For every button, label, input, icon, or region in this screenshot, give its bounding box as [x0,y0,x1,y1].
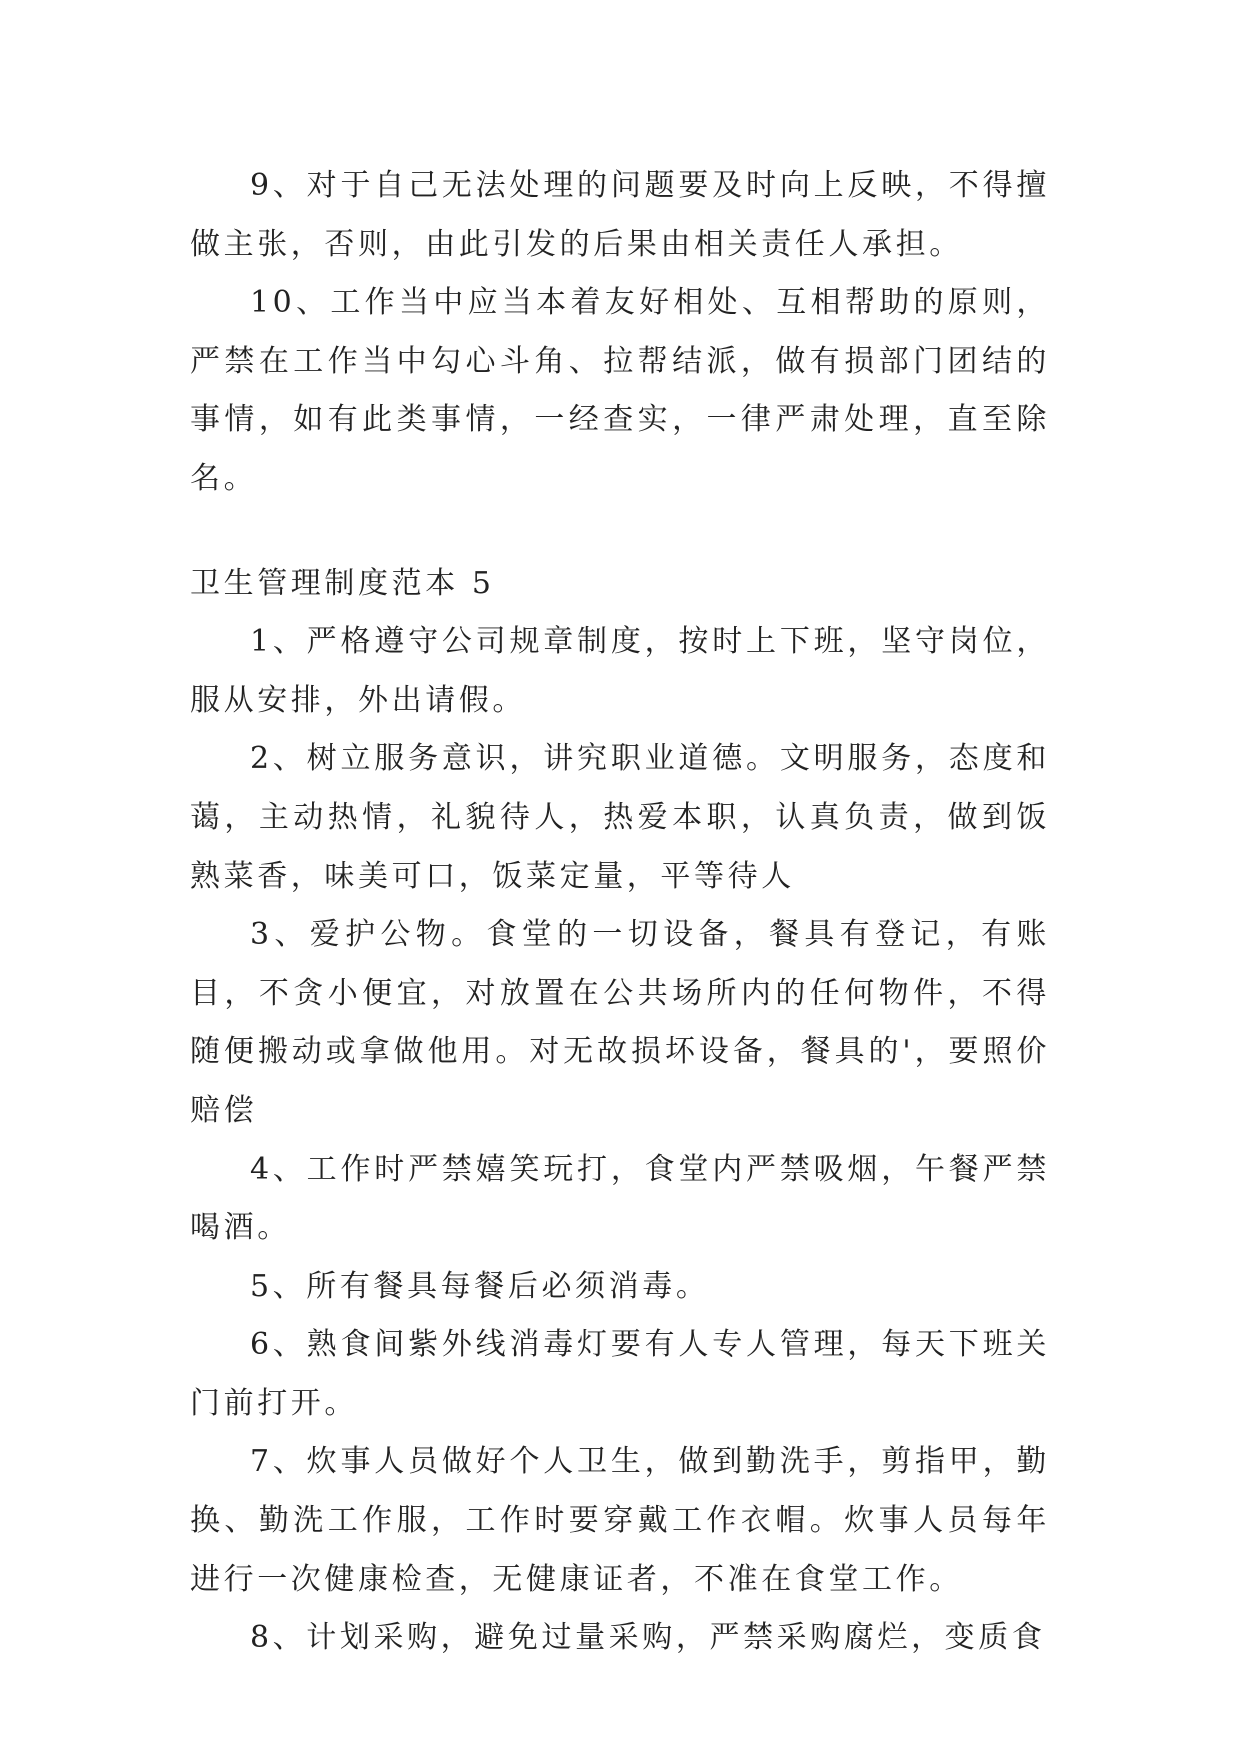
paragraph-item-8: 8、计划采购，避免过量采购，严禁采购腐烂，变质食 [250,1620,1046,1656]
section-title: 卫生管理制度范本 5 [190,565,495,601]
paragraph-item-4: 4、工作时严禁嬉笑玩打，食堂内严禁吸烟，午餐严禁喝酒。 [190,1151,1050,1246]
paragraph-item-5: 5、所有餐具每餐后必须消毒。 [250,1268,710,1304]
paragraph-item-10: 10、工作当中应当本着友好相处、互相帮助的原则，严禁在工作当中勾心斗角、拉帮结派，做有损部门团结的事情，如有此类事情，一经查实，一律严肃处理，直至除名。 [190,285,1050,496]
paragraph-item-9: 9、对于自己无法处理的问题要及时向上反映，不得擅做主张，否则，由此引发的后果由相关责任人承担。 [190,168,1050,262]
document-body [190,157,1050,1668]
paragraph-item-2: 2、树立服务意识，讲究职业道德。文明服务，态度和蔼，主动热情，礼貌待人，热爱本职，认真负责，做到饭熟菜香，味美可口，饭菜定量，平等待人 [190,741,1050,894]
paragraph-item-1: 1、严格遵守公司规章制度，按时上下班，坚守岗位，服从安排，外出请假。 [190,624,1050,718]
paragraph-item-3: 3、爱护公物。食堂的一切设备，餐具有登记，有账目，不贪小便宜，对放置在公共场所内的任何物件，不得随便搬动或拿做他用。对无故损坏设备，餐具的'，要照价赔偿 [190,917,1050,1128]
paragraph-item-7: 7、炊事人员做好个人卫生，做到勤洗手，剪指甲，勤换、勤洗工作服，工作时要穿戴工作衣帽。炊事人员每年进行一次健康检查，无健康证者，不准在食堂工作。 [190,1444,1050,1597]
paragraph-item-6: 6、熟食间紫外线消毒灯要有人专人管理，每天下班关门前打开。 [190,1327,1050,1421]
